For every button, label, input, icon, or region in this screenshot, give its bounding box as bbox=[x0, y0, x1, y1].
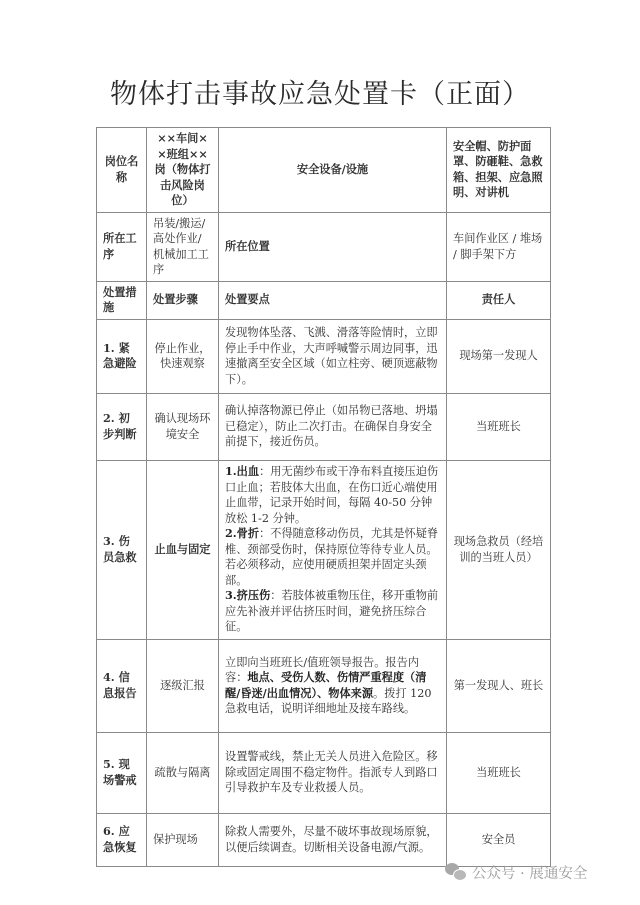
points-label: 处置要点 bbox=[219, 281, 447, 319]
responsible-cell: 第一发现人、班长 bbox=[447, 639, 551, 732]
page-title: 物体打击事故应急处置卡（正面） bbox=[110, 79, 530, 110]
points-cell bbox=[219, 460, 447, 639]
step-cell: 停止作业，快速观察 bbox=[147, 319, 219, 393]
emergency-card-table bbox=[96, 127, 551, 867]
table-row bbox=[97, 732, 551, 813]
responsible-cell: 现场急救员（经培训的当班人员） bbox=[447, 460, 551, 639]
points-text: 。拨打 120 急救电话，说明详细地址及接车路线。 bbox=[225, 686, 432, 715]
step-cell: 确认现场环境安全 bbox=[147, 393, 219, 460]
points-cell: 除救人需要外，尽量不破坏事故现场原貌，以便后续调查。切断相关设备电源/气源。 bbox=[219, 813, 447, 866]
step-cell: 保护现场 bbox=[147, 813, 219, 866]
post-value: ××车间××班组××岗（物体打击风险岗位） bbox=[147, 128, 219, 213]
watermark-text: 公众号 · 展通安全 bbox=[472, 865, 588, 882]
responsible-cell: 现场第一发现人 bbox=[447, 319, 551, 393]
fracture-head: 2.骨折 bbox=[225, 526, 260, 541]
step-cell: 止血与固定 bbox=[147, 460, 219, 639]
table-row bbox=[97, 460, 551, 639]
stage-cell: 3. 伤员急救 bbox=[97, 460, 147, 639]
crush-text: ：若肢体被重物压住，移开重物前应先补液并评估挤压时间，避免挤压综合征。 bbox=[225, 589, 439, 634]
wechat-icon bbox=[445, 863, 467, 881]
stage-cell: 1. 紧急避险 bbox=[97, 319, 147, 393]
step-cell: 逐级汇报 bbox=[147, 639, 219, 732]
stage-cell: 2. 初步判断 bbox=[97, 393, 147, 460]
stage-cell: 5. 现场警戒 bbox=[97, 732, 147, 813]
table-row bbox=[97, 212, 551, 281]
points-cell bbox=[219, 639, 447, 732]
step-cell: 疏散与隔离 bbox=[147, 732, 219, 813]
responsible-label: 责任人 bbox=[447, 281, 551, 319]
table-row bbox=[97, 813, 551, 866]
table-row bbox=[97, 281, 551, 319]
steps-label: 处置步骤 bbox=[147, 281, 219, 319]
watermark bbox=[445, 862, 587, 882]
bleeding-text: ：用无菌纱布或干净布料直接压迫伤口止血；若肢体大出血，在伤口近心端使用止血带，记录开始时间，每隔 40-50 分钟放松 1-2 分钟。 bbox=[225, 465, 439, 525]
points-cell: 发现物体坠落、飞溅、滑落等险情时，立即停止手中作业，大声呼喊警示周边同事，迅速撤离至安全区域（如立柱旁、硬顶遮蔽物下）。 bbox=[219, 319, 447, 393]
measures-label: 处置措施 bbox=[97, 281, 147, 319]
fracture-text: ：不得随意移动伤员，尤其是怀疑脊椎、颈部受伤时，保持原位等待专业人员。若必须移动，应使用硬质担架并固定头颈部。 bbox=[225, 527, 439, 587]
points-cell: 确认掉落物源已停止（如吊物已落地、坍塌已稳定），防止二次打击。在确保自身安全前提下，接近伤员。 bbox=[219, 393, 447, 460]
points-cell: 设置警戒线，禁止无关人员进入危险区。移除或固定周围不稳定物件。指派专人到路口引导救护车及专业救援人员。 bbox=[219, 732, 447, 813]
points-bold-text: 地点、受伤人数、伤情严重程度（清醒/昏迷/出血情况）、物体来源 bbox=[225, 670, 427, 700]
table-row bbox=[97, 393, 551, 460]
process-value: 吊装/搬运/高处作业/机械加工工序 bbox=[147, 212, 219, 281]
post-label: 岗位名称 bbox=[97, 128, 147, 213]
responsible-cell: 当班班长 bbox=[447, 393, 551, 460]
process-label: 所在工序 bbox=[97, 212, 147, 281]
responsible-cell: 当班班长 bbox=[447, 732, 551, 813]
equipment-label: 安全设备/设施 bbox=[219, 128, 447, 213]
stage-cell: 4. 信息报告 bbox=[97, 639, 147, 732]
points-text: 立即向当班班长/值班领导报告。报告内容： bbox=[225, 655, 419, 684]
equipment-value: 安全帽、防护面罩、防砸鞋、急救箱、担架、应急照明、对讲机 bbox=[447, 128, 551, 213]
stage-cell: 6. 应急恢复 bbox=[97, 813, 147, 866]
crush-head: 3.挤压伤 bbox=[225, 588, 271, 603]
table-row bbox=[97, 128, 551, 213]
location-value: 车间作业区 / 堆场 / 脚手架下方 bbox=[447, 212, 551, 281]
table-row bbox=[97, 319, 551, 393]
table-row bbox=[97, 639, 551, 732]
bleeding-head: 1.出血 bbox=[225, 464, 260, 479]
location-label: 所在位置 bbox=[219, 212, 447, 281]
responsible-cell: 安全员 bbox=[447, 813, 551, 866]
